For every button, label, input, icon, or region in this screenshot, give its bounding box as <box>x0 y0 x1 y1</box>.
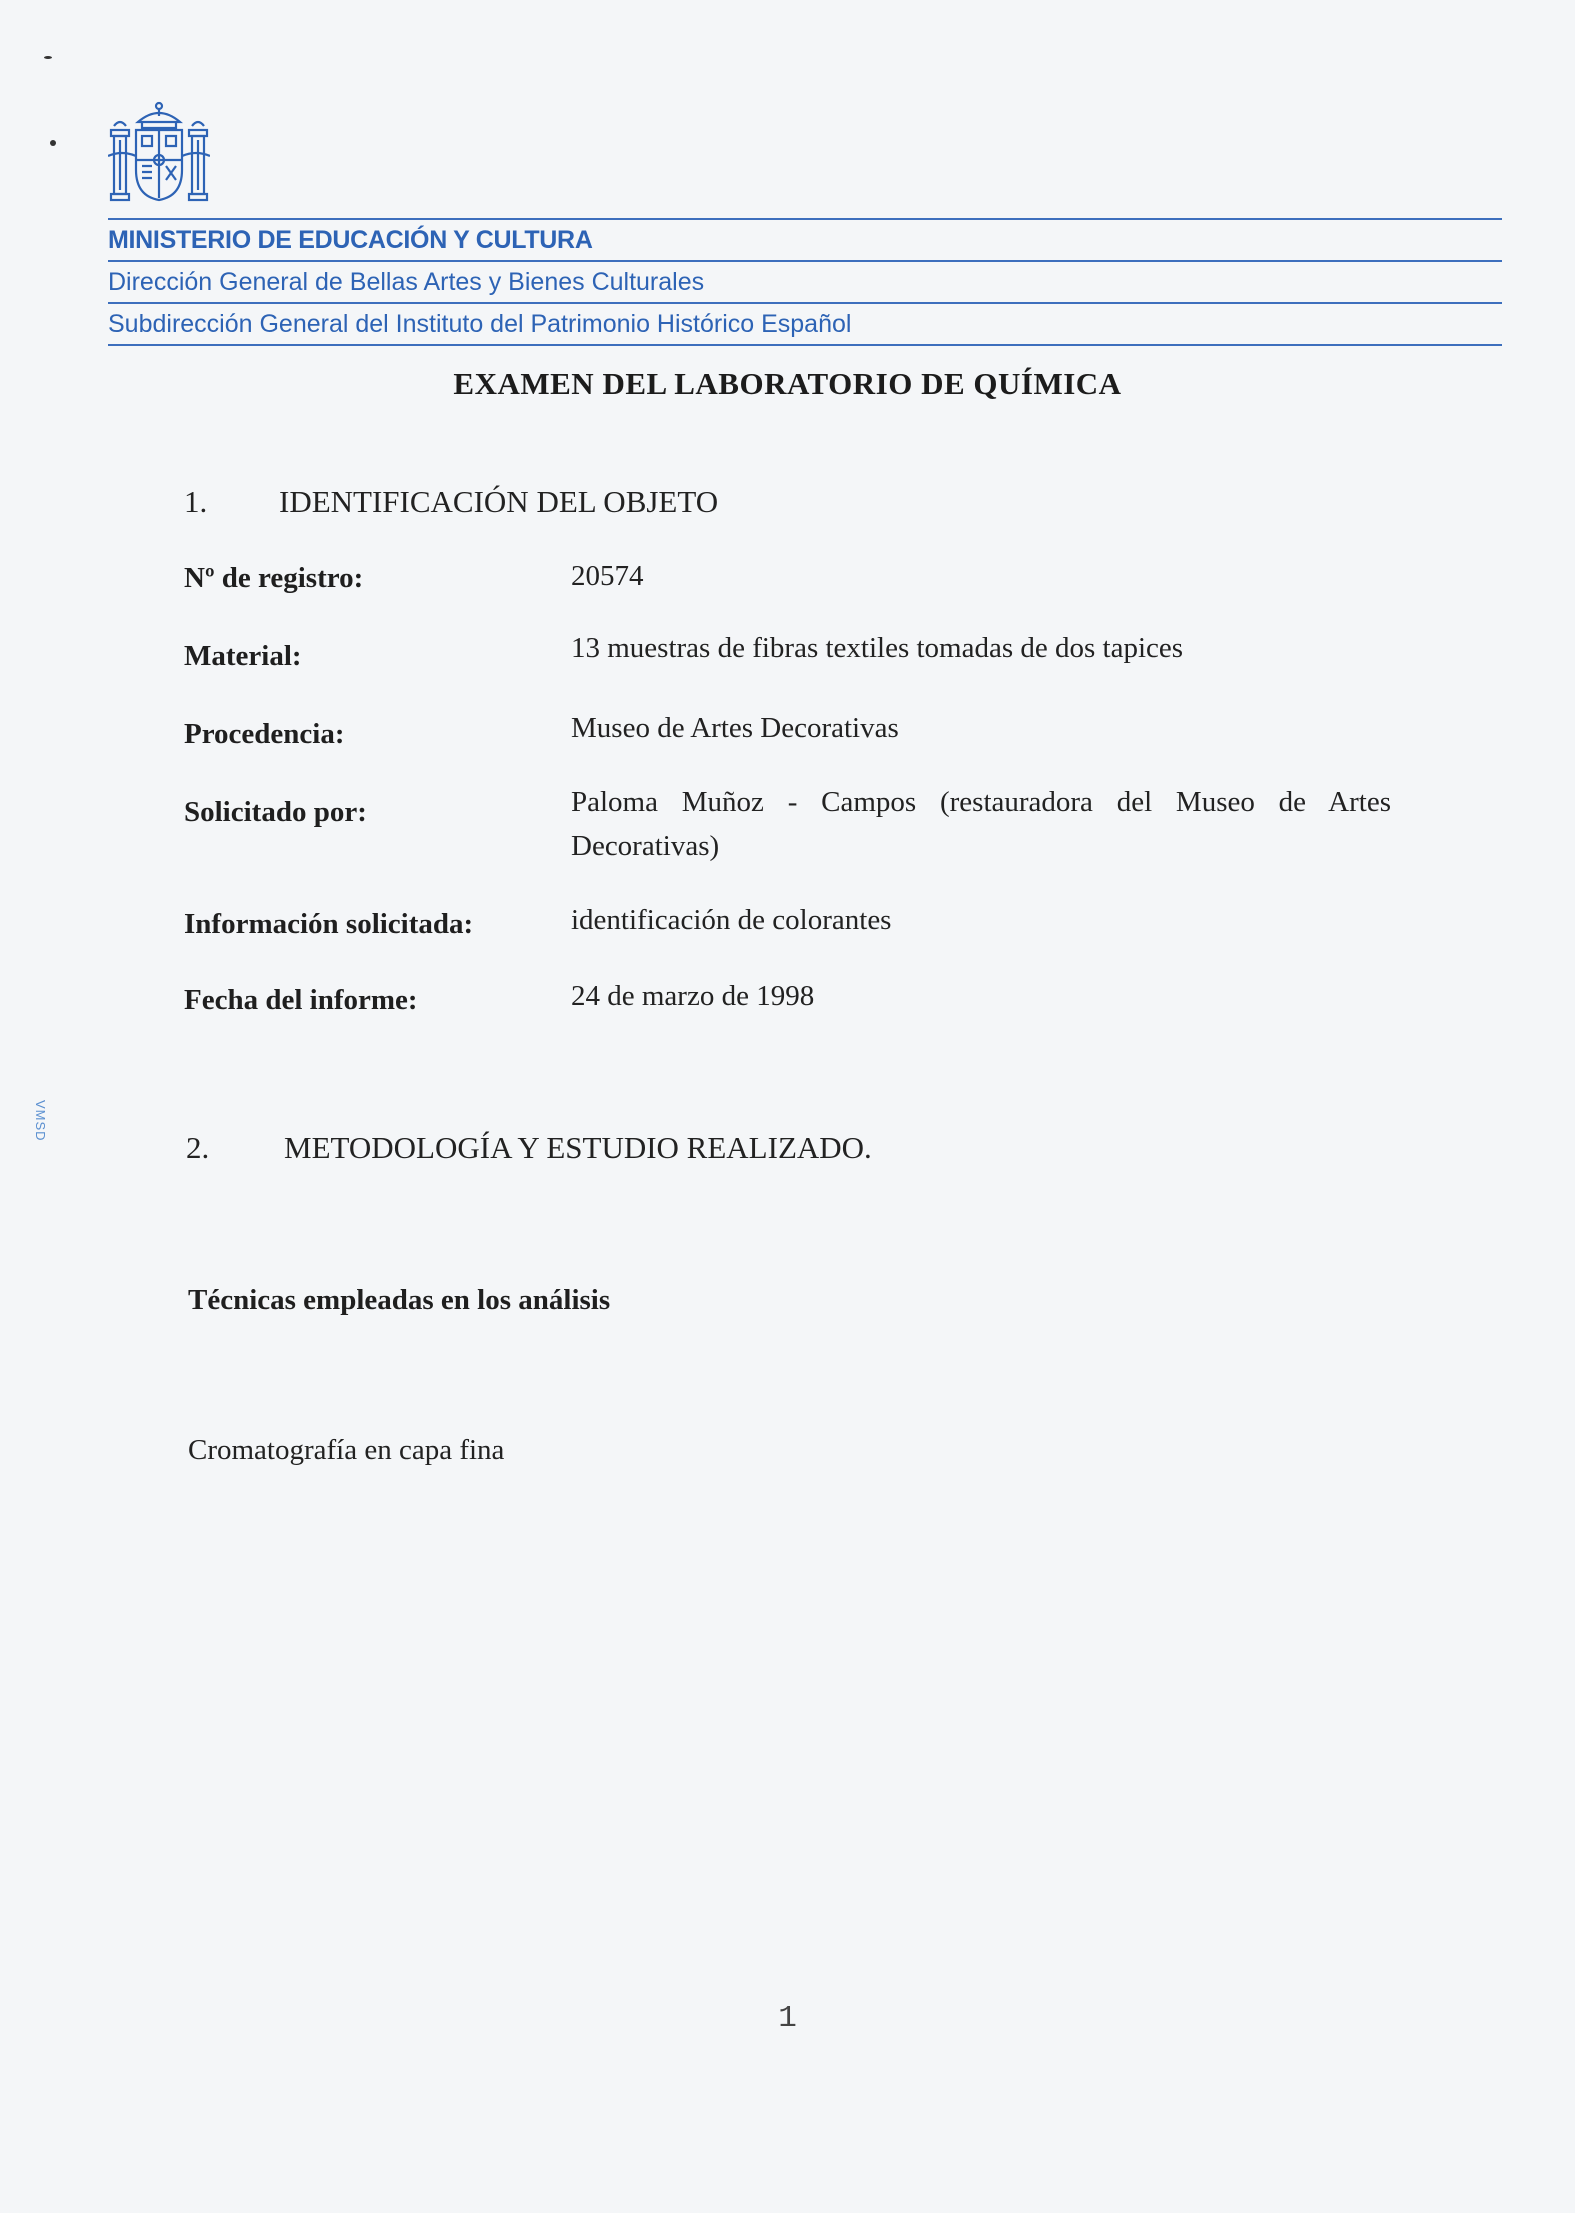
field-label-solicitado: Solicitado por: <box>184 796 367 828</box>
document-title: EXAMEN DEL LABORATORIO DE QUÍMICA <box>453 366 1122 401</box>
section-1-title: IDENTIFICACIÓN DEL OBJETO <box>279 484 719 519</box>
techniques-subheading: Técnicas empleadas en los análisis <box>188 1284 611 1316</box>
section-2-title: METODOLOGÍA Y ESTUDIO REALIZADO. <box>284 1130 872 1165</box>
field-label-procedencia: Procedencia: <box>184 718 345 750</box>
scan-speck <box>50 140 56 146</box>
side-stamp: VMSD <box>33 1100 48 1142</box>
ministry-name: MINISTERIO DE EDUCACIÓN Y CULTURA <box>108 226 593 254</box>
field-label-material: Material: <box>184 640 302 672</box>
field-value-informacion: identificación de colorantes <box>571 904 892 936</box>
field-value-procedencia: Museo de Artes Decorativas <box>571 712 899 744</box>
field-label-fecha: Fecha del informe: <box>184 984 418 1016</box>
page-number: 1 <box>778 2001 797 2036</box>
letterhead <box>108 218 1502 346</box>
scan-speck <box>44 56 52 59</box>
directorate-name: Dirección General de Bellas Artes y Bienes Culturales <box>108 268 705 296</box>
section-2-number: 2. <box>186 1130 210 1165</box>
field-label-registro: Nº de registro: <box>184 562 364 594</box>
coat-of-arms-icon <box>108 100 210 208</box>
letterhead-rule <box>108 344 1502 346</box>
section-2-heading <box>186 1130 872 1166</box>
field-label-informacion: Información solicitada: <box>184 908 474 940</box>
section-1-number: 1. <box>184 484 208 519</box>
field-value-fecha: 24 de marzo de 1998 <box>571 980 815 1012</box>
field-value-solicitado: Paloma Muñoz - Campos (restauradora del Museo de Artes Decorativas) <box>571 786 1391 862</box>
field-value-registro: 20574 <box>571 560 644 592</box>
subdirectorate-name: Subdirección General del Instituto del Patrimonio Histórico Español <box>108 310 852 338</box>
section-1-heading <box>184 484 718 520</box>
technique-item: Cromatografía en capa fina <box>188 1434 505 1466</box>
field-value-material: 13 muestras de fibras textiles tomadas de dos tapices <box>571 632 1184 664</box>
